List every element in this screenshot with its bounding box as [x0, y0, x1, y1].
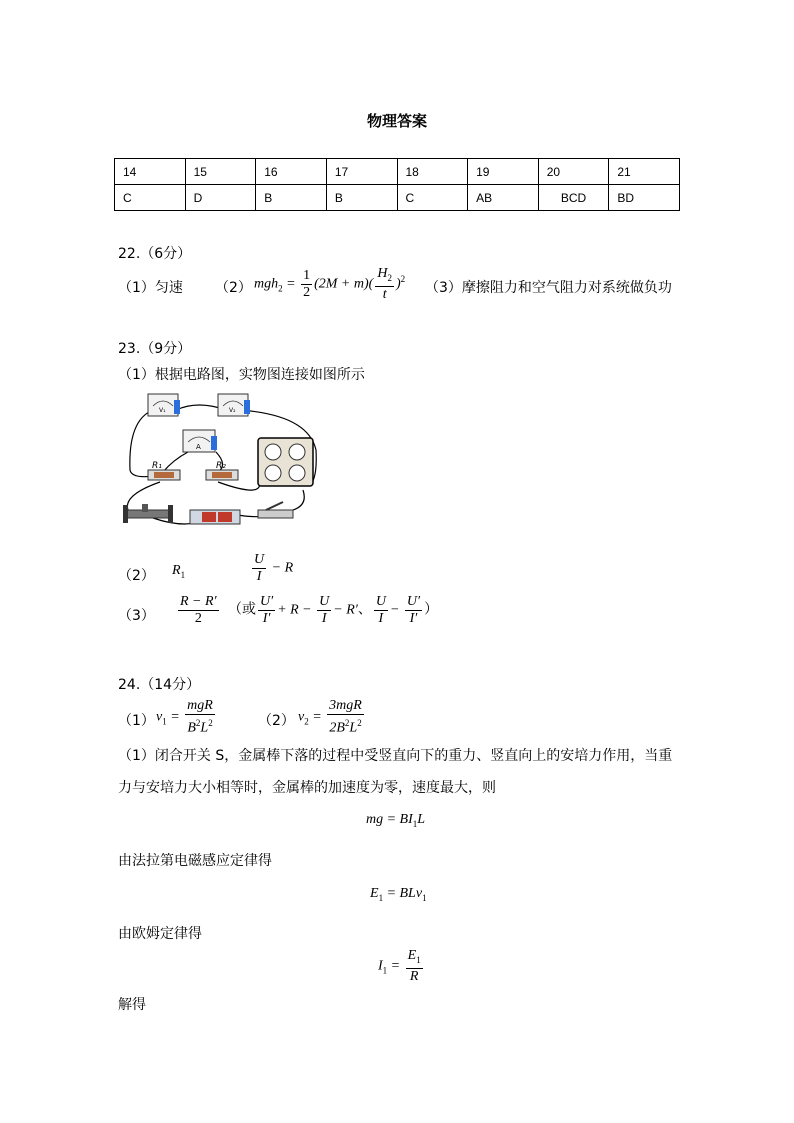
label-v2: V₂ [229, 407, 236, 414]
table-cell: 17 [326, 159, 397, 185]
table-cell: 18 [397, 159, 468, 185]
battery-pack [190, 510, 240, 524]
answer-table-answers-row [115, 185, 680, 211]
table-cell: BD [609, 185, 680, 211]
table-cell: BCD [538, 185, 609, 211]
table-cell: C [397, 185, 468, 211]
table-cell: D [185, 185, 256, 211]
q23-part2-label: （2） [118, 568, 155, 584]
q24-part2-label: （2） [258, 713, 295, 729]
answer-table-numbers-row [115, 159, 680, 185]
table-cell: 14 [115, 159, 186, 185]
q23-header: 23.（9分） [118, 341, 192, 357]
table-cell: 15 [185, 159, 256, 185]
q24-v2-result: $v_2$ = $\frac{\text{3mgR}}{2B^2L^2}$ [298, 698, 362, 736]
q24-header: 24.（14分） [118, 677, 201, 693]
q24-faraday: 由法拉第电磁感应定律得 [118, 853, 272, 869]
q24-v1-result: $v_1$ = $\frac{\text{mgR}}{B^2L^2}$ [156, 698, 213, 736]
table-cell: 21 [609, 159, 680, 185]
label-v1: V₁ [159, 407, 166, 414]
q24-solve: 解得 [118, 997, 146, 1013]
q22-part2-label: （2） [215, 280, 252, 296]
q24-ohm: 由欧姆定律得 [118, 926, 202, 942]
q24-emf-equation: $E_1 = BLv_1$ [370, 886, 427, 903]
q23-close: ） [424, 601, 439, 618]
q24-part1-label: （1） [118, 713, 155, 729]
q23-part2-formula: $\frac{U}{I}$ − R [254, 552, 294, 584]
table-cell: 20 [538, 159, 609, 185]
table-cell: AB [468, 185, 539, 211]
page-title: 物理答案 [366, 112, 427, 130]
q23-part3-label: （3） [118, 608, 155, 624]
resistor-r2 [206, 461, 238, 480]
q23-part2-r1: $R_1$ [172, 563, 186, 580]
q24-line1: （1）闭合开关 S，金属棒下落的过程中受竖直向下的重力、竖直向上的安培力作用，当重 [118, 748, 673, 764]
label-a: A [196, 443, 201, 451]
q22-header: 22.（6分） [118, 246, 192, 262]
q24-line2: 力与安培力大小相等时，金属棒的加速度为零，速度最大，则 [118, 780, 496, 796]
q24-current-equation: $I_1$ = $\frac{E_1}{R}$ [378, 948, 421, 984]
label-r2: R₂ [216, 461, 226, 471]
table-cell: 19 [468, 159, 539, 185]
label-r1: R₁ [152, 461, 162, 471]
circuit-figure [118, 390, 323, 535]
resistor-r1 [148, 461, 180, 480]
q22-part3: （3）摩擦阻力和空气阻力对系统做负功 [425, 280, 672, 296]
q22-energy-formula: mgh$_2$ = $\frac{1}{2}$ (2M + m)( $\frac{H_2}{t}$ )$^2$ [254, 266, 406, 302]
resistance-box [258, 438, 313, 486]
table-cell: 16 [256, 159, 327, 185]
q23-part3-alt-formulas: （或 $\frac{U'}{I'}$ + R − $\frac{U}{I}$ − R′、 $\frac{U}{I}$ − $\frac{U'}{I'}$ ） [228, 594, 439, 626]
answer-table [114, 158, 680, 211]
q23-or-open: （或 [228, 601, 256, 618]
table-cell: C [115, 185, 186, 211]
q22-part1: （1）匀速 [118, 280, 183, 296]
table-cell: B [326, 185, 397, 211]
q23-separator: 、 [357, 601, 372, 618]
switch [258, 502, 293, 518]
voltmeter-v2 [218, 394, 250, 416]
q23-part3-formula: $\frac{R - R'}{2}$ [180, 594, 217, 626]
q23-part1: （1）根据电路图，实物图连接如图所示 [118, 367, 365, 383]
voltmeter-v1 [148, 394, 180, 416]
table-cell: B [256, 185, 327, 211]
ammeter [183, 430, 217, 452]
q24-force-balance: mg = $BI_1L$ [366, 812, 426, 829]
rheostat [123, 504, 173, 523]
